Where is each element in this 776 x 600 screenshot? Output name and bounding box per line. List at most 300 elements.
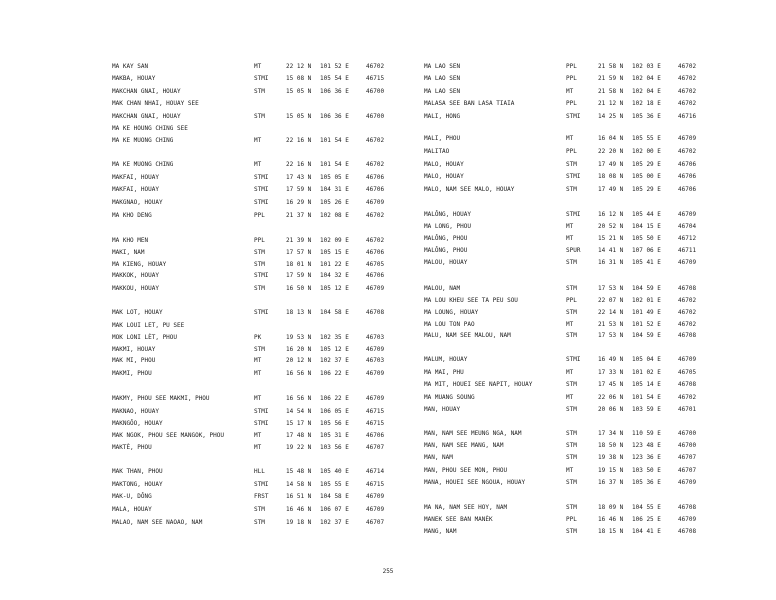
entry-sheet: 46702 xyxy=(678,75,697,82)
entry-lon: 102 04 E xyxy=(632,75,661,82)
entry-sheet: 46702 xyxy=(678,321,697,328)
entry-sheet: 46702 xyxy=(366,137,385,144)
entry-sheet: 46702 xyxy=(678,394,697,401)
entry-name: MAKNAO, HOUAY xyxy=(112,408,159,415)
entry-type: PPL xyxy=(566,297,577,304)
entry-name: MAKMI, PHOU xyxy=(112,370,152,377)
entry-sheet: 46715 xyxy=(366,408,385,415)
entry-lon: 103 56 E xyxy=(320,444,349,451)
entry-lat: 16 46 N xyxy=(598,516,624,523)
entry-type: STM xyxy=(566,186,577,193)
entry-type: MT xyxy=(566,135,574,142)
entry-lat: 16 46 N xyxy=(286,506,312,513)
entry-name: MA MIT, HOUEI SEE NAPIT, HOUAY xyxy=(424,381,533,388)
entry-type: STMI xyxy=(254,174,269,181)
entry-lat: 21 58 N xyxy=(598,88,624,95)
entry-sheet: 46703 xyxy=(366,334,385,341)
entry-name: MALITAO xyxy=(424,148,450,155)
entry-type: STM xyxy=(566,528,577,535)
entry-sheet: 46715 xyxy=(366,75,385,82)
entry-lat: 18 01 N xyxy=(286,261,312,268)
entry-name: MA KE HOUNG CHING SEE xyxy=(112,125,188,132)
entry-lat: 21 59 N xyxy=(598,75,624,82)
entry-lon: 104 58 E xyxy=(320,493,349,500)
entry-lat: 16 56 N xyxy=(286,370,312,377)
entry-lat: 16 12 N xyxy=(598,211,624,218)
entry-lat: 17 59 N xyxy=(286,272,312,279)
entry-sheet: 46709 xyxy=(678,135,697,142)
entry-lon: 106 36 E xyxy=(320,88,349,95)
entry-type: MT xyxy=(566,223,574,230)
entry-name: MALOU, NAM xyxy=(424,285,461,292)
entry-name: MA KAY SAN xyxy=(112,63,149,70)
entry-lat: 22 20 N xyxy=(598,148,624,155)
entry-type: STMI xyxy=(566,173,581,180)
entry-type: MT xyxy=(254,137,262,144)
entry-lat: 15 08 N xyxy=(286,75,312,82)
entry-type: PPL xyxy=(566,516,577,523)
entry-lat: 18 15 N xyxy=(598,528,624,535)
entry-name: MANA, HOUEI SEE NGOUA, HOUAY xyxy=(424,479,526,486)
entry-sheet: 46716 xyxy=(678,113,697,120)
entry-lat: 16 37 N xyxy=(598,479,624,486)
entry-name: MA LAO SEN xyxy=(424,63,461,70)
entry-lat: 20 12 N xyxy=(286,357,312,364)
entry-type: STM xyxy=(566,406,577,413)
entry-lon: 105 41 E xyxy=(632,259,661,266)
entry-type: STM xyxy=(566,430,577,437)
entry-lon: 106 36 E xyxy=(320,113,349,120)
entry-lon: 104 58 E xyxy=(320,309,349,316)
entry-sheet: 46709 xyxy=(366,493,385,500)
entry-type: PK xyxy=(254,334,262,341)
entry-lat: 16 56 N xyxy=(286,395,312,402)
entry-lat: 15 05 N xyxy=(286,113,312,120)
entry-lon: 106 25 E xyxy=(632,516,661,523)
entry-sheet: 46707 xyxy=(678,467,697,474)
entry-lat: 18 08 N xyxy=(598,173,624,180)
entry-sheet: 46702 xyxy=(678,88,697,95)
entry-type: STMI xyxy=(254,199,269,206)
entry-lon: 105 26 E xyxy=(320,199,349,206)
entry-sheet: 46702 xyxy=(678,297,697,304)
entry-lon: 101 54 E xyxy=(320,137,349,144)
entry-name: MA LAO SEN xyxy=(424,88,461,95)
entry-name: MA LOUNG, HOUAY xyxy=(424,309,479,316)
entry-name: MA KHO MEN xyxy=(112,237,149,244)
entry-name: MA KE MUONG CHING xyxy=(112,137,174,144)
entry-type: MT xyxy=(254,357,262,364)
entry-lon: 105 00 E xyxy=(632,173,661,180)
entry-lat: 14 58 N xyxy=(286,481,312,488)
entry-type: STMI xyxy=(566,356,581,363)
entry-lat: 15 21 N xyxy=(598,235,624,242)
entry-name: MAK LOUI LET, PU SEE xyxy=(112,322,185,329)
entry-sheet: 46708 xyxy=(678,504,697,511)
entry-lon: 102 03 E xyxy=(632,63,661,70)
entry-lat: 18 50 N xyxy=(598,442,624,449)
entry-lat: 17 34 N xyxy=(598,430,624,437)
entry-name: MAKCHAN GNAI, HOUAY xyxy=(112,88,181,95)
entry-sheet: 46702 xyxy=(678,309,697,316)
entry-type: MT xyxy=(566,369,574,376)
entry-name: MAKKOU, HOUAY xyxy=(112,285,159,292)
entry-name: MANG, NAM xyxy=(424,528,457,535)
entry-lon: 105 05 E xyxy=(320,174,349,181)
entry-lon: 105 12 E xyxy=(320,285,349,292)
entry-name: MAKKOK, HOUAY xyxy=(112,272,159,279)
entry-lat: 21 39 N xyxy=(286,237,312,244)
entry-lat: 17 53 N xyxy=(598,332,624,339)
entry-name: MA LOU KHEU SEE TA PEU SOU xyxy=(424,297,518,304)
entry-sheet: 46707 xyxy=(366,519,385,526)
entry-lon: 102 37 E xyxy=(320,357,349,364)
entry-name: MAN, PHOU SEE MON, PHOU xyxy=(424,467,508,474)
entry-type: STM xyxy=(566,161,577,168)
entry-sheet: 46702 xyxy=(678,148,697,155)
entry-lat: 17 45 N xyxy=(598,381,624,388)
entry-type: STM xyxy=(254,285,265,292)
entry-sheet: 46708 xyxy=(366,309,385,316)
entry-name: MAKNGÔO, HOUAY xyxy=(112,420,163,427)
entry-lat: 16 20 N xyxy=(286,346,312,353)
entry-lat: 19 18 N xyxy=(286,519,312,526)
entry-sheet: 46706 xyxy=(366,249,385,256)
entry-type: MT xyxy=(566,235,574,242)
entry-lon: 106 22 E xyxy=(320,370,349,377)
entry-type: STM xyxy=(254,88,265,95)
entry-lat: 18 09 N xyxy=(598,504,624,511)
entry-lat: 18 13 N xyxy=(286,309,312,316)
entry-lon: 101 02 E xyxy=(632,369,661,376)
entry-lon: 105 29 E xyxy=(632,161,661,168)
entry-lon: 102 04 E xyxy=(632,88,661,95)
entry-name: MALO, NAM SEE MALO, HOUAY xyxy=(424,186,515,193)
entry-lat: 14 54 N xyxy=(286,408,312,415)
entry-lat: 21 12 N xyxy=(598,100,624,107)
entry-type: MT xyxy=(566,467,574,474)
entry-lon: 101 54 E xyxy=(320,161,349,168)
entry-name: MALASA SEE BAN LASA TIAIA xyxy=(424,100,515,107)
entry-lat: 17 49 N xyxy=(598,186,624,193)
entry-sheet: 46709 xyxy=(678,516,697,523)
entry-type: STM xyxy=(254,249,265,256)
entry-lon: 105 54 E xyxy=(320,75,349,82)
entry-lon: 105 44 E xyxy=(632,211,661,218)
entry-sheet: 46706 xyxy=(366,272,385,279)
entry-lat: 16 50 N xyxy=(286,285,312,292)
entry-lon: 106 22 E xyxy=(320,395,349,402)
entry-sheet: 46702 xyxy=(366,237,385,244)
entry-type: FRST xyxy=(254,493,269,500)
entry-name: MAKBA, HOUAY xyxy=(112,75,156,82)
entry-lat: 15 48 N xyxy=(286,468,312,475)
entry-type: PPL xyxy=(566,148,577,155)
entry-lon: 123 48 E xyxy=(632,442,661,449)
entry-lat: 22 16 N xyxy=(286,137,312,144)
entry-name: MAKMI, HOUAY xyxy=(112,346,156,353)
entry-type: STMI xyxy=(254,75,269,82)
entry-sheet: 46709 xyxy=(678,356,697,363)
entry-type: STMI xyxy=(254,481,269,488)
entry-type: MT xyxy=(254,161,262,168)
entry-name: MALO, HOUAY xyxy=(424,173,464,180)
entry-type: STMI xyxy=(254,272,269,279)
entry-name: MALA, HOUAY xyxy=(112,506,152,513)
entry-sheet: 46708 xyxy=(678,332,697,339)
entry-lat: 22 14 N xyxy=(598,309,624,316)
entry-sheet: 46709 xyxy=(366,395,385,402)
entry-name: MAK MI, PHOU xyxy=(112,357,156,364)
entry-lon: 101 49 E xyxy=(632,309,661,316)
entry-type: STM xyxy=(566,381,577,388)
entry-lat: 17 48 N xyxy=(286,432,312,439)
entry-lat: 21 58 N xyxy=(598,63,624,70)
entry-sheet: 46715 xyxy=(366,420,385,427)
entry-type: STMI xyxy=(254,420,269,427)
entry-sheet: 46706 xyxy=(366,186,385,193)
entry-lat: 17 33 N xyxy=(598,369,624,376)
entry-name: MAN, NAM SEE MANG, NAM xyxy=(424,442,504,449)
entry-lat: 19 53 N xyxy=(286,334,312,341)
entry-sheet: 46708 xyxy=(678,381,697,388)
entry-lat: 22 07 N xyxy=(598,297,624,304)
entry-type: MT xyxy=(254,432,262,439)
entry-lat: 15 05 N xyxy=(286,88,312,95)
entry-lon: 102 00 E xyxy=(632,148,661,155)
entry-sheet: 46700 xyxy=(366,88,385,95)
entry-lon: 105 15 E xyxy=(320,249,349,256)
entry-lon: 123 36 E xyxy=(632,454,661,461)
entry-type: STMI xyxy=(254,408,269,415)
entry-lon: 107 06 E xyxy=(632,247,661,254)
entry-sheet: 46708 xyxy=(678,285,697,292)
entry-name: MAKTÈ, PHOU xyxy=(112,444,152,451)
entry-type: STM xyxy=(254,113,265,120)
entry-type: STM xyxy=(566,442,577,449)
entry-sheet: 46709 xyxy=(366,199,385,206)
entry-name: MALU, NAM SEE MALOU, NAM xyxy=(424,332,511,339)
entry-sheet: 46705 xyxy=(366,261,385,268)
entry-name: MAKI, NAM xyxy=(112,249,145,256)
entry-name: MALI, HONG xyxy=(424,113,461,120)
entry-lat: 22 16 N xyxy=(286,161,312,168)
entry-name: MAN, HOUAY xyxy=(424,406,461,413)
entry-lon: 101 22 E xyxy=(320,261,349,268)
entry-sheet: 46709 xyxy=(366,346,385,353)
entry-name: MAKGNAO, HOUAY xyxy=(112,199,163,206)
entry-sheet: 46702 xyxy=(366,161,385,168)
entry-type: STM xyxy=(566,259,577,266)
entry-lon: 104 15 E xyxy=(632,223,661,230)
entry-type: STM xyxy=(254,519,265,526)
entry-lon: 104 31 E xyxy=(320,186,349,193)
entry-lat: 21 37 N xyxy=(286,212,312,219)
entry-lat: 20 52 N xyxy=(598,223,624,230)
entry-lon: 105 36 E xyxy=(632,113,661,120)
entry-lon: 102 08 E xyxy=(320,212,349,219)
entry-lon: 105 40 E xyxy=(320,468,349,475)
entry-name: MANEK SEE BAN MANÈK xyxy=(424,516,493,523)
entry-lat: 20 06 N xyxy=(598,406,624,413)
entry-name: MALI, PHOU xyxy=(424,135,461,142)
entry-type: STMI xyxy=(566,211,581,218)
entry-type: STM xyxy=(254,261,265,268)
entry-sheet: 46701 xyxy=(678,406,697,413)
entry-name: MAKFAI, HOUAY xyxy=(112,186,159,193)
entry-lat: 16 31 N xyxy=(598,259,624,266)
entry-sheet: 46706 xyxy=(678,186,697,193)
entry-name: MALÔNG, HOUAY xyxy=(424,211,471,218)
entry-type: STM xyxy=(566,479,577,486)
entry-lat: 19 38 N xyxy=(598,454,624,461)
page-number: 255 xyxy=(382,568,394,575)
entry-name: MA KE MUONG CHING xyxy=(112,161,174,168)
entry-sheet: 46706 xyxy=(366,432,385,439)
entry-lat: 15 17 N xyxy=(286,420,312,427)
entry-type: HLL xyxy=(254,468,265,475)
entry-lon: 104 55 E xyxy=(632,504,661,511)
entry-lat: 22 12 N xyxy=(286,63,312,70)
entry-sheet: 46702 xyxy=(678,63,697,70)
entry-name: MAKMY, PHOU SEE MAKMI, PHOU xyxy=(112,395,210,402)
entry-name: MOK LONI LÈT, PHOU xyxy=(112,334,178,341)
entry-lon: 101 54 E xyxy=(632,394,661,401)
entry-sheet: 46709 xyxy=(678,479,697,486)
entry-sheet: 46709 xyxy=(678,259,697,266)
entry-sheet: 46703 xyxy=(366,357,385,364)
entry-type: STM xyxy=(566,504,577,511)
entry-type: MT xyxy=(566,321,574,328)
entry-type: STM xyxy=(254,346,265,353)
entry-lon: 102 09 E xyxy=(320,237,349,244)
entry-type: MT xyxy=(254,395,262,402)
entry-lon: 104 59 E xyxy=(632,285,661,292)
entry-sheet: 46709 xyxy=(366,506,385,513)
entry-name: MAKCHAN GNAI, HOUAY xyxy=(112,113,181,120)
entry-type: MT xyxy=(254,444,262,451)
entry-lon: 110 59 E xyxy=(632,430,661,437)
entry-lon: 102 01 E xyxy=(632,297,661,304)
entry-lat: 17 49 N xyxy=(598,161,624,168)
entry-lat: 17 43 N xyxy=(286,174,312,181)
entry-lat: 16 49 N xyxy=(598,356,624,363)
entry-lon: 105 31 E xyxy=(320,432,349,439)
entry-lat: 17 57 N xyxy=(286,249,312,256)
entry-type: STM xyxy=(566,454,577,461)
entry-name: MAK THAN, PHOU xyxy=(112,468,163,475)
entry-lon: 105 29 E xyxy=(632,186,661,193)
entry-sheet: 46714 xyxy=(366,468,385,475)
entry-lon: 103 50 E xyxy=(632,467,661,474)
entry-lon: 106 05 E xyxy=(320,408,349,415)
entry-name: MA MAI, PHU xyxy=(424,369,464,376)
entry-lon: 105 14 E xyxy=(632,381,661,388)
entry-name: MALOU, HOUAY xyxy=(424,259,468,266)
entry-name: MA LAO SEN xyxy=(424,75,461,82)
entry-name: MALÔNG, PHOU xyxy=(424,235,468,242)
entry-lat: 16 29 N xyxy=(286,199,312,206)
entry-lon: 105 36 E xyxy=(632,479,661,486)
entry-lon: 105 56 E xyxy=(320,420,349,427)
entry-sheet: 46702 xyxy=(366,212,385,219)
entry-sheet: 46700 xyxy=(678,430,697,437)
entry-type: MT xyxy=(566,394,574,401)
entry-name: MALUM, HOUAY xyxy=(424,356,468,363)
entry-sheet: 46711 xyxy=(678,247,697,254)
entry-sheet: 46712 xyxy=(678,235,697,242)
entry-lat: 16 04 N xyxy=(598,135,624,142)
entry-type: MT xyxy=(254,63,262,70)
entry-lon: 105 55 E xyxy=(632,135,661,142)
entry-lat: 14 25 N xyxy=(598,113,624,120)
entry-sheet: 46700 xyxy=(678,442,697,449)
entry-sheet: 46702 xyxy=(366,63,385,70)
entry-lat: 17 53 N xyxy=(598,285,624,292)
entry-sheet: 46707 xyxy=(678,454,697,461)
entry-lat: 19 22 N xyxy=(286,444,312,451)
entry-type: STM xyxy=(566,309,577,316)
entry-name: MAK LOT, HOUAY xyxy=(112,309,163,316)
entry-name: MAN, NAM SEE MEUNG NGA, NAM xyxy=(424,430,522,437)
entry-lat: 14 41 N xyxy=(598,247,624,254)
entry-lon: 105 55 E xyxy=(320,481,349,488)
entry-type: STMI xyxy=(566,113,581,120)
entry-name: MA KHO DENG xyxy=(112,212,152,219)
entry-name: MA LONG, PHOU xyxy=(424,223,471,230)
entry-name: MALO, HOUAY xyxy=(424,161,464,168)
entry-type: PPL xyxy=(254,212,265,219)
entry-lon: 104 59 E xyxy=(632,332,661,339)
entry-sheet: 46709 xyxy=(366,370,385,377)
entry-type: SPUR xyxy=(566,247,581,254)
entry-type: STM xyxy=(566,332,577,339)
entry-lon: 104 32 E xyxy=(320,272,349,279)
entry-name: MA MUANG SOUNG xyxy=(424,394,475,401)
entry-name: MAKFAI, HOUAY xyxy=(112,174,159,181)
entry-lon: 105 12 E xyxy=(320,346,349,353)
entry-sheet: 46708 xyxy=(678,528,697,535)
entry-lat: 22 06 N xyxy=(598,394,624,401)
entry-type: STMI xyxy=(254,309,269,316)
entry-sheet: 46709 xyxy=(678,211,697,218)
entry-lon: 102 18 E xyxy=(632,100,661,107)
entry-sheet: 46706 xyxy=(366,174,385,181)
entry-sheet: 46707 xyxy=(366,444,385,451)
entry-lon: 101 52 E xyxy=(320,63,349,70)
entry-name: MA KIENG, HOUAY xyxy=(112,261,167,268)
entry-name: MA NA, NAM SEE HOY, NAM xyxy=(424,504,508,511)
entry-type: STMI xyxy=(254,186,269,193)
entry-lat: 19 15 N xyxy=(598,467,624,474)
entry-sheet: 46709 xyxy=(366,285,385,292)
entry-lon: 104 41 E xyxy=(632,528,661,535)
entry-name: MAKTONG, HOUAY xyxy=(112,481,163,488)
entry-type: PPL xyxy=(566,75,577,82)
entry-name: MA LOU TON PAO xyxy=(424,321,475,328)
entry-sheet: 46700 xyxy=(366,113,385,120)
entry-name: MALÔNG, PHOU xyxy=(424,247,468,254)
entry-sheet: 46705 xyxy=(678,369,697,376)
entry-name: MAK NGOK, PHOU SEE MANGOK, PHOU xyxy=(112,432,224,439)
entry-sheet: 46704 xyxy=(678,223,697,230)
entry-sheet: 46706 xyxy=(678,161,697,168)
entry-type: PPL xyxy=(254,237,265,244)
entry-lon: 102 35 E xyxy=(320,334,349,341)
entry-lon: 106 07 E xyxy=(320,506,349,513)
entry-type: STM xyxy=(254,506,265,513)
entry-type: STM xyxy=(566,285,577,292)
